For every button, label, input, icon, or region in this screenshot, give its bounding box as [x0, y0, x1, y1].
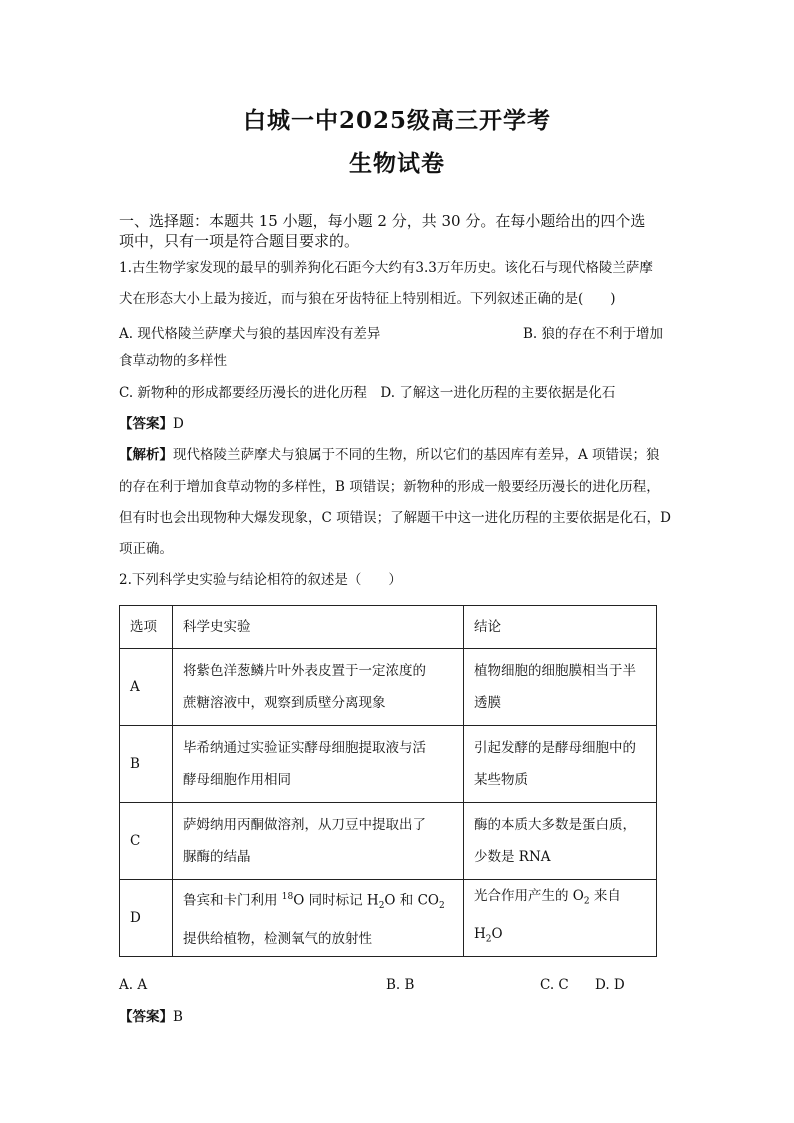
- text-run: 鲁宾和卡门利用: [183, 892, 282, 909]
- option-cell: B: [120, 726, 173, 803]
- table-row: [120, 880, 657, 957]
- analysis-text: 现代格陵兰萨摩犬与狼属于不同的生物，所以它们的基因库有差异，A 项错误；狼: [173, 447, 660, 463]
- table-row: [120, 649, 657, 726]
- table-header-row: [120, 606, 657, 649]
- experiment-cell: [173, 649, 464, 726]
- experiment-cell: [173, 803, 464, 880]
- cell-line: 萨姆纳用丙酮做溶剂，从刀豆中提取出了: [183, 817, 426, 833]
- analysis-label: 【解析】: [119, 447, 173, 463]
- cell-line: 植物细胞的细胞膜相当于半: [474, 663, 636, 679]
- cell-line: 将紫色洋葱鳞片叶外表皮置于一定浓度的: [183, 663, 426, 679]
- section-heading-line-2: 项中，只有一项是符合题目要求的。: [119, 232, 360, 250]
- superscript: 18: [281, 892, 294, 903]
- page-subtitle: 生物试卷: [349, 150, 445, 177]
- q2-option-a: A. A: [119, 977, 148, 993]
- q1-stem-line-1: 1.古生物学家发现的最早的驯养狗化石距今大约有3.3万年历史。该化石与现代格陵兰萨摩: [119, 260, 653, 276]
- q2-stem: 2.下列科学史实验与结论相符的叙述是（ ）: [119, 572, 402, 588]
- table-header-cell: 选项: [120, 606, 173, 649]
- cell-line: [474, 880, 646, 918]
- cell-line: 少数是 RNA: [474, 849, 551, 865]
- subscript: 2: [583, 897, 590, 907]
- text-run: O: [491, 926, 503, 942]
- q1-option-cd: C. 新物种的形成都要经历漫长的进化历程 D. 了解这一进化历程的主要依据是化石: [119, 385, 616, 401]
- q1-analysis-line-4: 项正确。: [119, 541, 173, 557]
- q2-option-d: D. D: [595, 977, 625, 993]
- option-cell: D: [120, 880, 173, 957]
- q1-option-b: B. 狼的存在不利于增加: [523, 326, 664, 342]
- table-header-cell: 结论: [464, 606, 657, 649]
- conclusion-cell: [464, 726, 657, 803]
- table-row: [120, 803, 657, 880]
- q2-table: [119, 605, 657, 957]
- subscript: 2: [438, 901, 445, 912]
- q1-analysis-line-1: [119, 446, 699, 464]
- text-run: O 和 CO: [384, 892, 439, 909]
- experiment-cell: [173, 726, 464, 803]
- q1-analysis-line-3: 但有时也会出现物种大爆发现象，C 项错误；了解题干中这一进化历程的主要依据是化石，D: [119, 510, 671, 526]
- cell-line: 毕希纳通过实验证实酵母细胞提取液与活: [183, 740, 426, 756]
- option-cell: A: [120, 649, 173, 726]
- cell-line: 蔗糖溶液中，观察到质壁分离现象: [183, 695, 386, 711]
- cell-line: 某些物质: [474, 772, 528, 788]
- table-header-cell: 科学史实验: [173, 606, 464, 649]
- q1-option-b-cont: 食草动物的多样性: [119, 353, 227, 369]
- answer-label: 【答案】: [119, 1009, 173, 1025]
- text-run: 光合作用产生的 O: [474, 888, 584, 905]
- answer-label: 【答案】: [119, 416, 173, 432]
- text-run: 来自: [589, 888, 621, 905]
- cell-line: [183, 881, 453, 922]
- q2-option-b: B. B: [386, 977, 415, 993]
- cell-line: 脲酶的结晶: [183, 849, 251, 865]
- cell-line: 提供给植物，检测氧气的放射性: [183, 930, 372, 947]
- answer-value: B: [173, 1009, 183, 1025]
- table-row: [120, 726, 657, 803]
- q1-answer: [119, 415, 699, 433]
- cell-line: 酵母细胞作用相同: [183, 772, 291, 788]
- q1-stem-line-2: 犬在形态大小上最为接近，而与狼在牙齿特征上特别相近。下列叙述正确的是( ): [119, 291, 616, 307]
- q2-option-c: C. C: [540, 977, 569, 993]
- q1-option-a: A. 现代格陵兰萨摩犬与狼的基因库没有差异: [119, 326, 381, 342]
- cell-line: [474, 918, 646, 956]
- cell-line: 透膜: [474, 695, 501, 711]
- page-title: 白城一中2025级高三开学考: [242, 107, 551, 134]
- conclusion-cell: [464, 803, 657, 880]
- q2-answer: [119, 1008, 699, 1026]
- cell-line: 引起发酵的是酵母细胞中的: [474, 740, 636, 756]
- conclusion-cell: [464, 880, 657, 957]
- conclusion-cell: [464, 649, 657, 726]
- option-cell: C: [120, 803, 173, 880]
- text-run: O 同时标记 H: [293, 892, 379, 909]
- cell-line: 酶的本质大多数是蛋白质，: [474, 817, 636, 833]
- q1-analysis-line-2: 的存在利于增加食草动物的多样性，B 项错误；新物种的形成一般要经历漫长的进化历程，: [119, 479, 660, 495]
- section-heading-line-1: 一、选择题：本题共 15 小题，每小题 2 分，共 30 分。在每小题给出的四个选: [119, 212, 646, 230]
- answer-value: D: [173, 416, 184, 432]
- experiment-cell: [173, 880, 464, 957]
- text-run: H: [474, 926, 486, 942]
- subscript: 2: [378, 901, 385, 912]
- subscript: 2: [485, 934, 492, 945]
